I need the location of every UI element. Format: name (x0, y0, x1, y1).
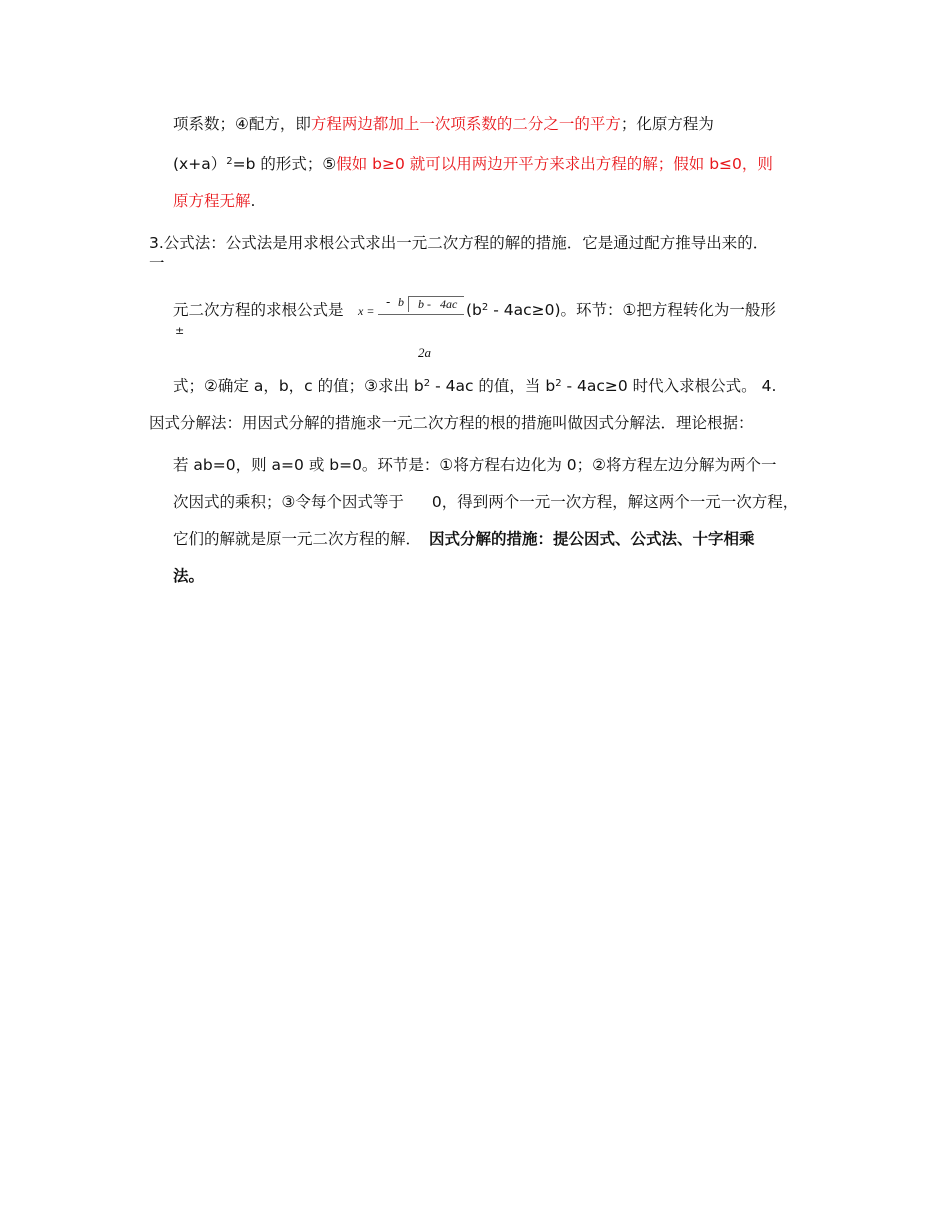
p3-line-2-a: 次因式的乘积；③令每个因式等于 (173, 493, 404, 511)
p1-line-3-end: . (250, 192, 256, 210)
p3-line-2 (173, 492, 798, 512)
p2-line-2-cont (466, 300, 776, 320)
p2-line-2: 元二次方程的求根公式是 (173, 301, 344, 319)
p3-line-2-b: 0，得到两个一元一次方程，解这两个一元一次方程， (431, 493, 799, 511)
p2-line-1: 3.公式法：公式法是用求根公式求出一元二次方程的解的措施．它是通过配方推导出来的． (149, 234, 769, 252)
formula-neg: - (386, 295, 391, 309)
p1-line-2 (173, 154, 773, 174)
p2-line-4: 因式分解法：用因式分解的措施求一元二次方程的根的措施叫做因式分解法．理论根据： (149, 414, 754, 432)
p3-line-4: 法。 (173, 567, 205, 585)
p1-line-2-exponent: 2 (226, 156, 233, 167)
formula-b: b (398, 295, 404, 309)
p2-line-3-exp1: 2 (423, 378, 431, 389)
p2-line-2-c: - 4ac≥0)。环节：①把方程转化为一般形 (488, 301, 776, 319)
p1-line-2-text-b: =b 的形式；⑤ (232, 155, 337, 173)
p2-line-2-exponent: 2 (481, 302, 489, 313)
p1-line-2-text: (x+a） (173, 155, 227, 173)
p3-line-3-bold: 因式分解的措施：提公因式、公式法、十字相乘 (429, 530, 755, 548)
p2-line-3-c: - 4ac≥0 时代入求根公式。 4. (561, 377, 777, 395)
p3-line-3-a: 它们的解就是原一元二次方程的解． (173, 530, 422, 548)
fraction-bar (378, 314, 464, 315)
p2-line-3 (173, 376, 776, 396)
p1-line-1-highlight: 方程两边都加上一次项系数的二分之一的平方 (310, 115, 621, 133)
formula-radicand-b: b - (418, 297, 431, 311)
sqrt-sign (408, 296, 409, 312)
plus-minus-sign: ± (175, 324, 185, 337)
p3-line-1: 若 ab=0，则 a=0 或 b=0。环节是：①将方程右边化为 0；②将方程左边分解为两个一 (173, 456, 777, 474)
p1-line-1-tail: ；化原方程为 (620, 115, 714, 133)
p2-line-3-exp2: 2 (555, 378, 562, 389)
p1-line-1-text: 项系数；④配方，即 (173, 115, 311, 133)
p1-line-3-highlight: 原方程无解 (173, 192, 251, 210)
p2-line-3-b: - 4ac 的值，当 b (430, 377, 556, 395)
p2-line-3-a: 式；②确定 a，b，c 的值；③求出 b (173, 377, 424, 395)
p1-line-2-highlight: 假如 b≥0 就可以用两边开平方来求出方程的解；假如 b≤0，则 (336, 155, 773, 173)
p2-line-2-b: (b (466, 301, 482, 319)
formula-denominator: 2a (418, 345, 431, 360)
p2-dash: 一 (149, 254, 165, 272)
formula-radicand-4ac: 4ac (440, 297, 458, 311)
formula-x: x = (358, 304, 375, 318)
p3-line-3 (173, 529, 755, 549)
p1-line-1 (173, 114, 714, 134)
p1-line-3 (173, 191, 255, 211)
